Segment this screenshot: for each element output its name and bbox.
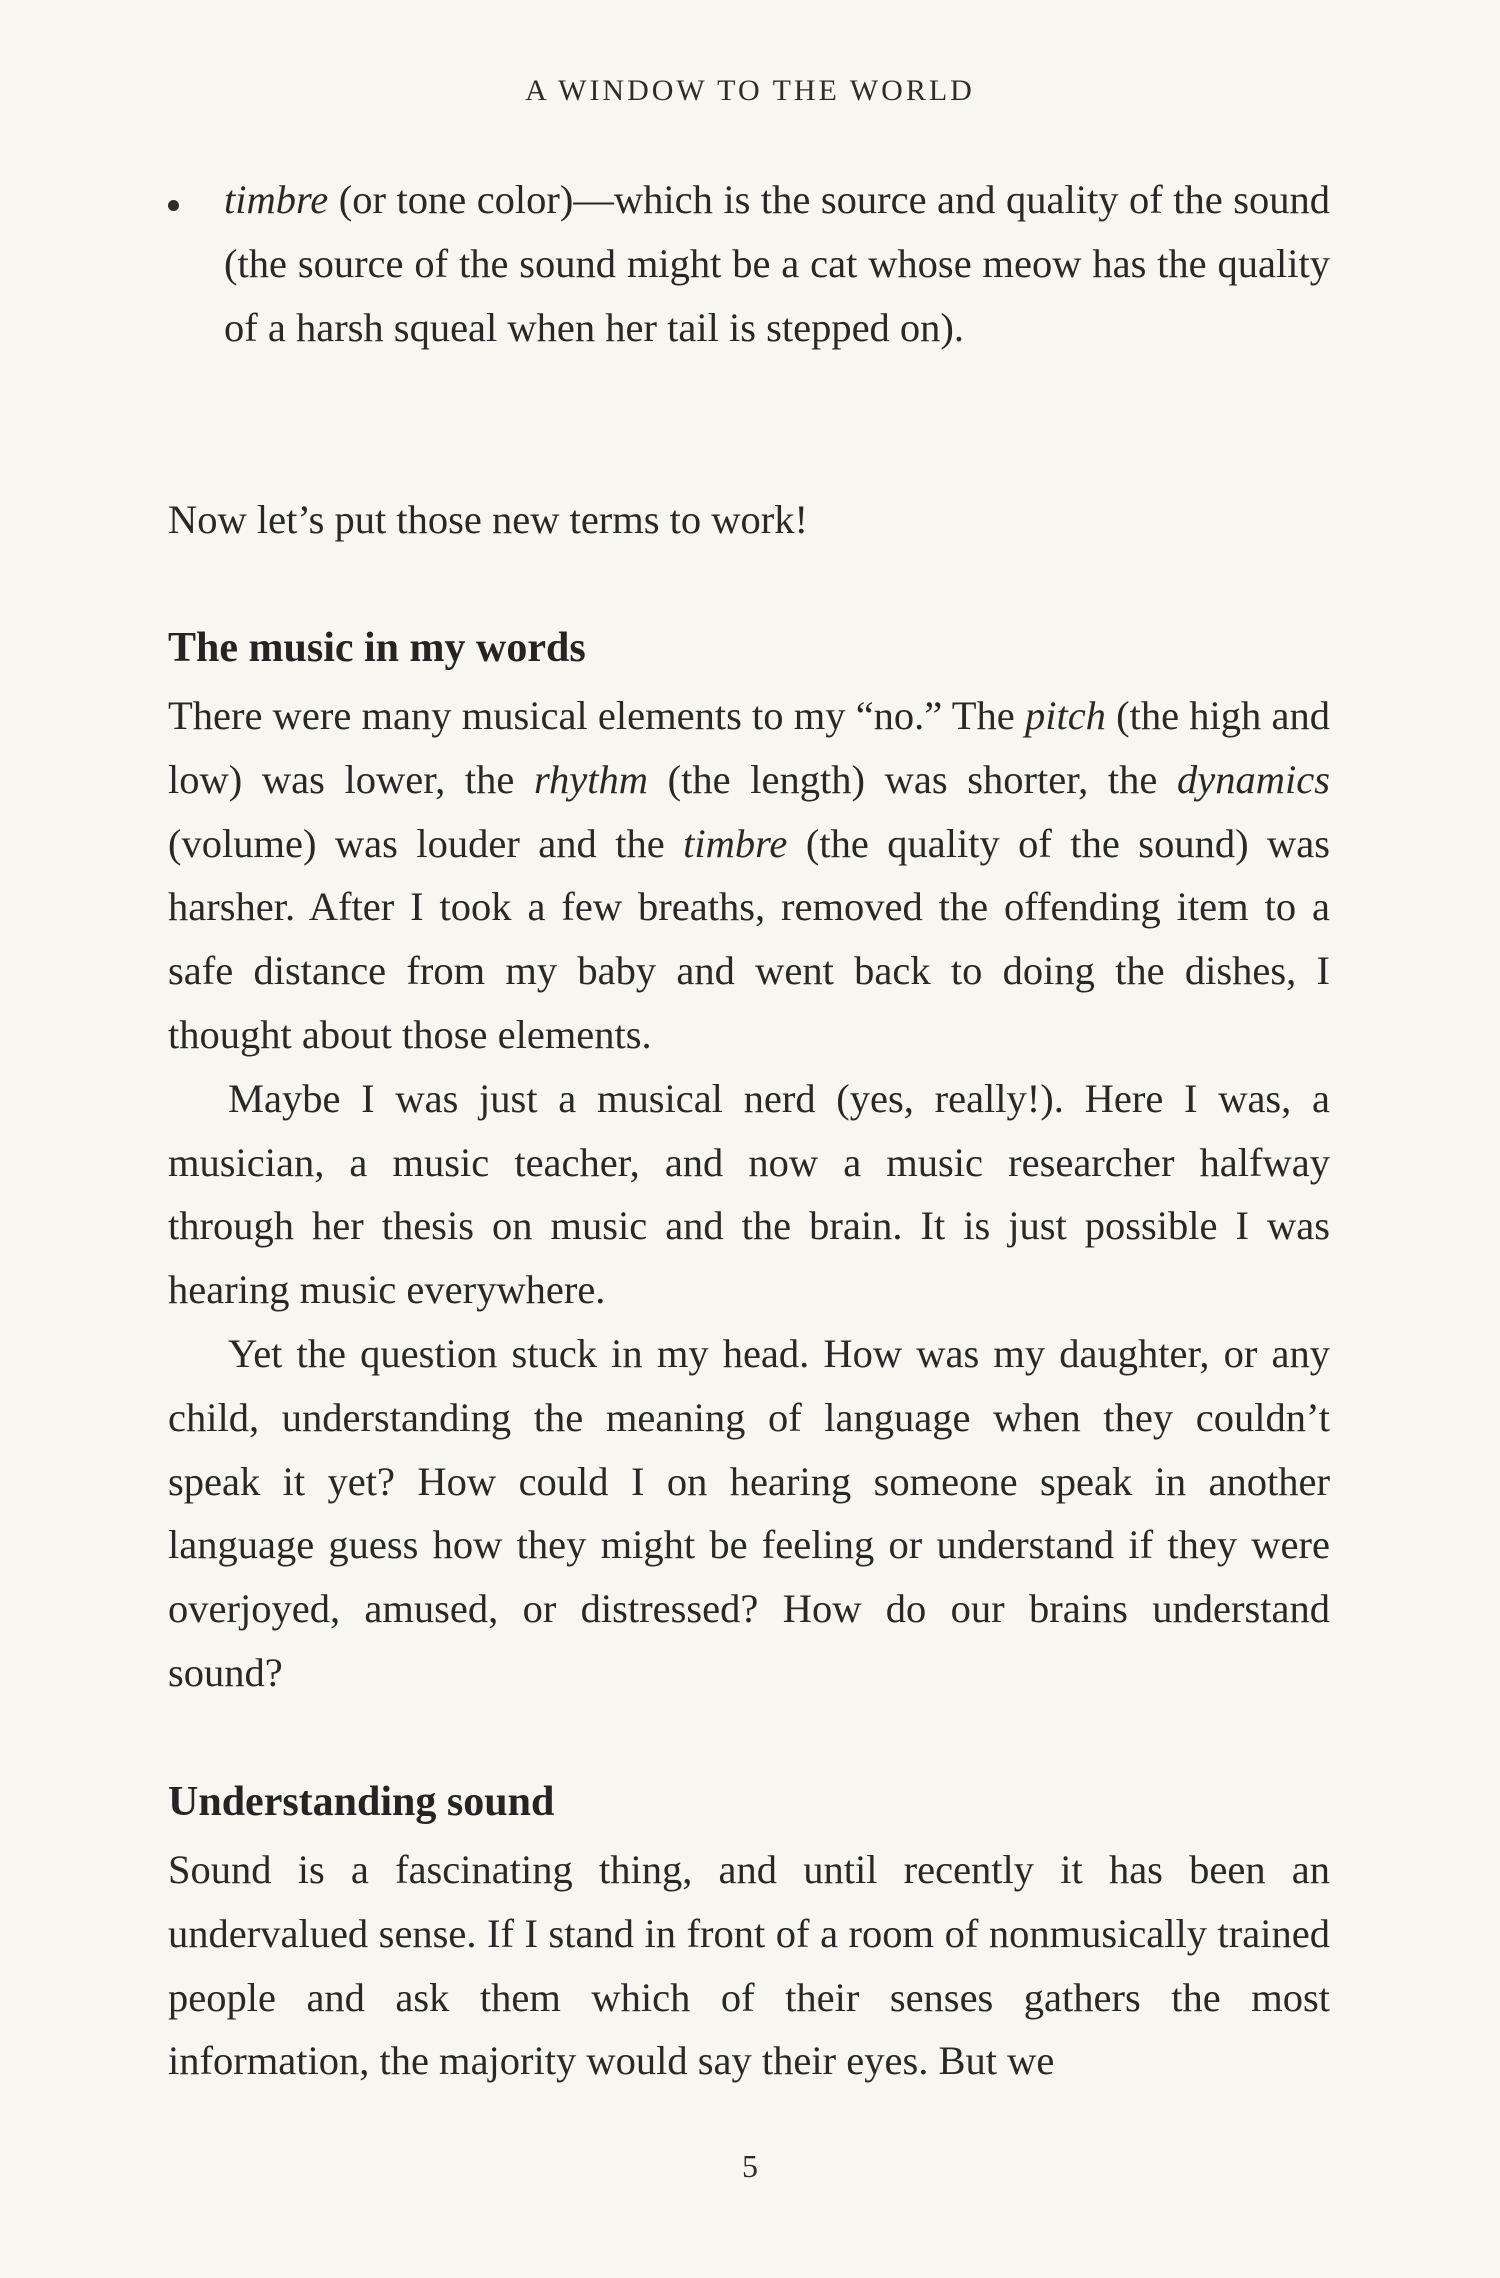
section-understanding-sound — [168, 1772, 1330, 2093]
bullet-text — [224, 168, 1330, 360]
term-dynamics: dynamics — [1177, 756, 1330, 802]
text-run: There were many musical elements to my “no.” The — [168, 693, 1025, 738]
text-run: (volume) was louder and the — [168, 820, 684, 866]
text-run: (the length) was shorter, the — [648, 756, 1178, 802]
page-number: 5 — [742, 2148, 758, 2184]
paragraph-question: Yet the question stuck in my head. How was my daughter, or any child, understanding the meaning of language when they couldn’t speak it yet? How could I on hearing someone speak in another language guess how they might be feeling or understand if they were overjoyed, amused, or distressed? How do our brains understand sound? — [168, 1330, 1330, 1695]
bullet-dot-icon — [168, 200, 179, 211]
bullet-definition: (or tone color)—which is the source and quality of the sound (the source of the sound might be a cat whose meow has the quality of a harsh squeal when her tail is stepped on). — [224, 177, 1330, 350]
term-timbre-2: timbre — [683, 820, 788, 866]
section-music-in-words — [168, 618, 1330, 1705]
section-heading-music-in-words: The music in my words — [168, 625, 586, 671]
transition-line: Now let’s put those new terms to work! — [168, 497, 809, 542]
section-heading-understanding-sound: Understanding sound — [168, 1779, 555, 1825]
running-head: A WINDOW TO THE WORLD — [525, 74, 975, 107]
term-rhythm: rhythm — [534, 756, 649, 802]
term-timbre: timbre — [224, 177, 329, 222]
paragraph-musical-nerd: Maybe I was just a musical nerd (yes, really!). Here I was, a musician, a music teacher, and now a music researcher halfway through her thesis on music and the brain. It is just possible I was hearing music everywhere. — [168, 1075, 1330, 1313]
transition-line-block — [168, 488, 1330, 552]
text-run: (the quality of the sound) was harsher. After I took a few breaths, removed the offending item to a safe distance from my baby and went back to doing the dishes, I thought about those elements. — [168, 820, 1330, 1057]
term-pitch: pitch — [1024, 693, 1106, 738]
paragraph-musical-elements — [168, 684, 1330, 1067]
paragraph-sound-intro: Sound is a fascinating thing, and until recently it has been an undervalued sense. If I stand in front of a room of nonmusically trained people and ask them which of their senses gathers the most information, the majority would say their eyes. But we — [168, 1847, 1330, 2084]
bullet-item-timbre — [168, 168, 1330, 360]
text-run: (the high and low) was lower, the — [168, 693, 1330, 802]
